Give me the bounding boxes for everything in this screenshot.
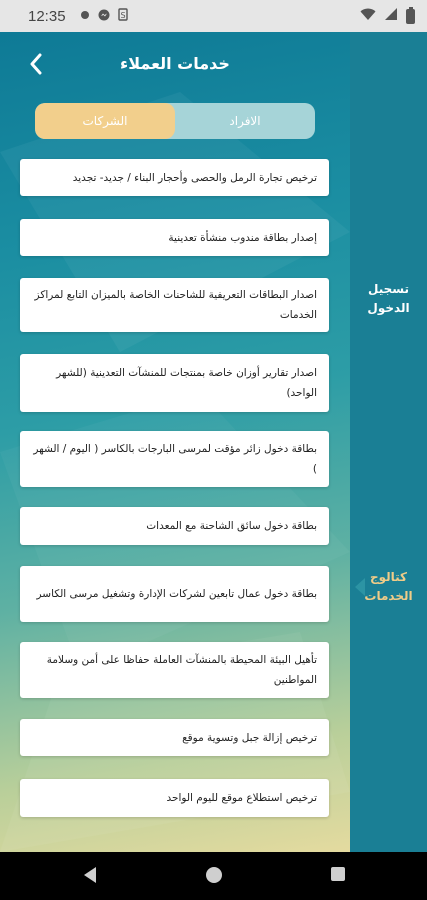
recents-square-icon[interactable] (330, 866, 346, 886)
system-navigation-bar (0, 852, 427, 900)
signal-icon (384, 7, 398, 25)
chevron-left-icon (29, 53, 43, 79)
home-circle-icon[interactable] (205, 866, 223, 888)
page-title: خدمات العملاء (120, 54, 230, 73)
side-menu-login[interactable]: تسجيل الدخول (367, 282, 410, 315)
svg-text:S: S (120, 11, 126, 20)
back-triangle-icon[interactable] (82, 866, 98, 888)
service-item[interactable]: بطاقة دخول سائق الشاحنة مع المعدات (20, 507, 329, 545)
service-item[interactable]: ترخيص إزالة جبل وتسوية موقع (20, 719, 329, 756)
wifi-icon (360, 8, 376, 25)
header (0, 32, 350, 102)
tab-companies[interactable]: الشركات (35, 103, 175, 139)
status-bar (0, 0, 427, 32)
service-item[interactable]: تأهيل البيئة المحيطة بالمنشآت العاملة حفاظا على أمن وسلامة المواطنين (20, 642, 329, 698)
battery-icon (406, 9, 415, 24)
app-screen (0, 32, 427, 852)
tab-individuals[interactable]: الافراد (229, 114, 261, 128)
service-item[interactable]: ترخيص تجارة الرمل والحصى وأحجار البناء / جديد- تجديد (20, 159, 329, 196)
service-item[interactable]: بطاقة دخول عمال تابعين لشركات الإدارة وتشغيل مرسى الكاسر (20, 566, 329, 622)
back-button[interactable] (22, 52, 50, 80)
status-time: 12:35 (28, 7, 66, 25)
service-item[interactable]: ترخيص استطلاع موقع لليوم الواحد (20, 779, 329, 817)
service-item[interactable]: اصدار تقارير أوزان خاصة بمنتجات للمنشآت التعدينية (للشهر الواحد) (20, 354, 329, 412)
side-menu-panel (350, 32, 427, 852)
notification-dot-icon (80, 9, 90, 24)
service-item[interactable]: اصدار البطاقات التعريفية للشاحنات الخاصة بالميزان التابع لمراكز الخدمات (20, 278, 329, 332)
sim-icon (118, 8, 128, 24)
service-item[interactable]: إصدار بطاقة مندوب منشأة تعدينية (20, 219, 329, 256)
service-item[interactable]: بطاقة دخول زائر مؤقت لمرسى البارجات بالكاسر ( اليوم / الشهر ) (20, 431, 329, 487)
status-system-icons (360, 7, 415, 25)
status-notification-icons (80, 8, 128, 24)
messenger-icon (98, 9, 110, 24)
customer-type-tabs (35, 103, 315, 139)
side-menu-catalog[interactable]: كتالوج الخدمات (364, 570, 413, 603)
